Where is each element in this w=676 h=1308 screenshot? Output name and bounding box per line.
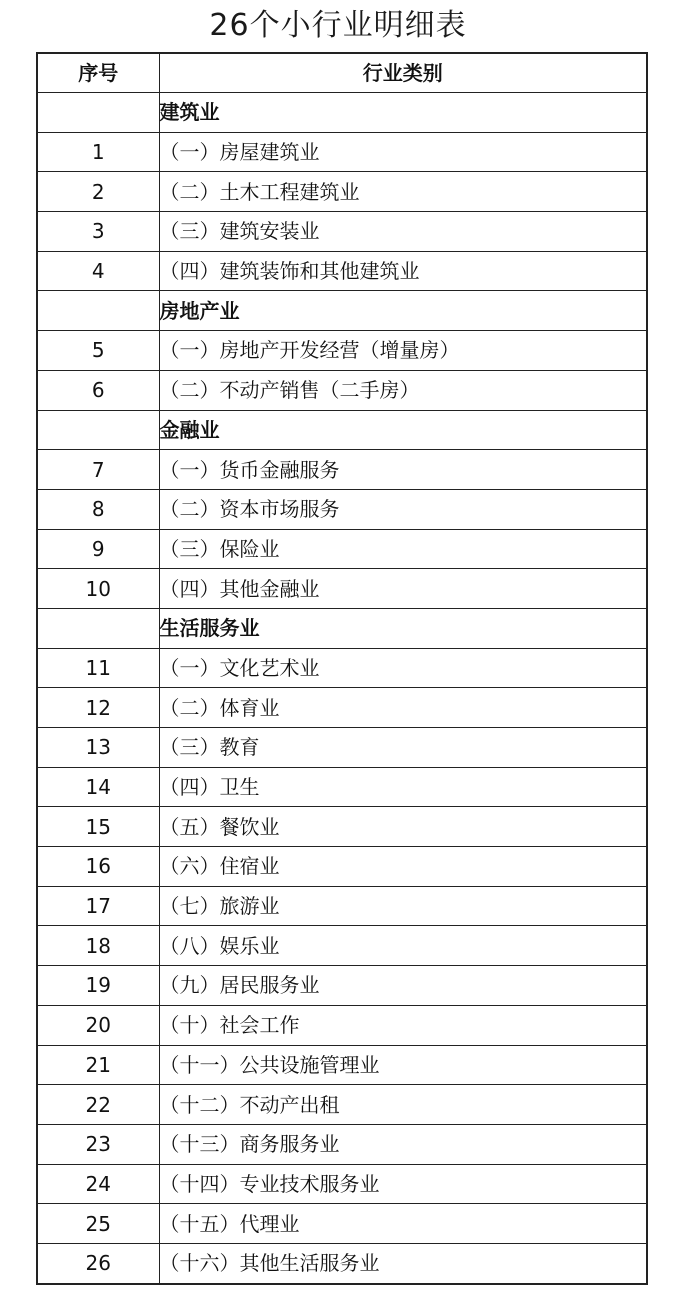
row-number: 15	[37, 807, 159, 847]
row-category: （二）资本市场服务	[159, 489, 647, 529]
row-category: （二）土木工程建筑业	[159, 172, 647, 212]
group-no-cell	[37, 93, 159, 133]
row-number: 12	[37, 688, 159, 728]
table-row	[37, 926, 647, 966]
row-category: （十一）公共设施管理业	[159, 1045, 647, 1085]
row-number: 20	[37, 1005, 159, 1045]
row-category: （二）不动产销售（二手房）	[159, 370, 647, 410]
group-heading: 生活服务业	[159, 608, 647, 648]
row-number: 14	[37, 767, 159, 807]
table-row	[37, 529, 647, 569]
group-heading: 金融业	[159, 410, 647, 450]
group-row	[37, 608, 647, 648]
row-number: 22	[37, 1085, 159, 1125]
row-number: 18	[37, 926, 159, 966]
row-category: （七）旅游业	[159, 886, 647, 926]
table-row	[37, 331, 647, 371]
group-heading: 房地产业	[159, 291, 647, 331]
table-row	[37, 886, 647, 926]
row-category: （三）建筑安装业	[159, 212, 647, 252]
group-row	[37, 93, 647, 133]
row-number: 3	[37, 212, 159, 252]
row-number: 4	[37, 251, 159, 291]
group-no-cell	[37, 410, 159, 450]
row-category: （十五）代理业	[159, 1204, 647, 1244]
row-number: 5	[37, 331, 159, 371]
table-row	[37, 450, 647, 490]
header-no: 序号	[37, 53, 159, 93]
row-number: 16	[37, 847, 159, 887]
row-category: （五）餐饮业	[159, 807, 647, 847]
row-category: （十四）专业技术服务业	[159, 1164, 647, 1204]
header-category: 行业类别	[159, 53, 647, 93]
group-heading: 建筑业	[159, 93, 647, 133]
table-row	[37, 1045, 647, 1085]
row-category: （三）教育	[159, 728, 647, 768]
group-row	[37, 291, 647, 331]
row-category: （十）社会工作	[159, 1005, 647, 1045]
row-number: 25	[37, 1204, 159, 1244]
table-row	[37, 807, 647, 847]
row-number: 6	[37, 370, 159, 410]
table-row	[37, 489, 647, 529]
row-category: （四）卫生	[159, 767, 647, 807]
row-number: 1	[37, 132, 159, 172]
table-row	[37, 569, 647, 609]
row-number: 8	[37, 489, 159, 529]
row-number: 9	[37, 529, 159, 569]
table-row	[37, 1124, 647, 1164]
industry-table	[36, 52, 648, 1285]
row-category: （四）其他金融业	[159, 569, 647, 609]
row-number: 24	[37, 1164, 159, 1204]
table-row	[37, 767, 647, 807]
row-category: （十六）其他生活服务业	[159, 1243, 647, 1283]
row-category: （四）建筑装饰和其他建筑业	[159, 251, 647, 291]
row-category: （三）保险业	[159, 529, 647, 569]
row-number: 23	[37, 1124, 159, 1164]
table-row	[37, 1005, 647, 1045]
row-category: （六）住宿业	[159, 847, 647, 887]
row-category: （二）体育业	[159, 688, 647, 728]
row-number: 21	[37, 1045, 159, 1085]
row-category: （九）居民服务业	[159, 966, 647, 1006]
row-category: （一）房屋建筑业	[159, 132, 647, 172]
row-category: （十三）商务服务业	[159, 1124, 647, 1164]
table-row	[37, 132, 647, 172]
row-number: 10	[37, 569, 159, 609]
page-title: 26个小行业明细表	[209, 8, 467, 43]
row-number: 11	[37, 648, 159, 688]
table-row	[37, 251, 647, 291]
row-number: 2	[37, 172, 159, 212]
table-row	[37, 212, 647, 252]
table-row	[37, 966, 647, 1006]
table-row	[37, 648, 647, 688]
row-number: 13	[37, 728, 159, 768]
table-row	[37, 688, 647, 728]
table-body	[37, 93, 647, 1284]
table-row	[37, 370, 647, 410]
table-header-row	[37, 53, 647, 93]
table-row	[37, 1085, 647, 1125]
row-number: 26	[37, 1243, 159, 1283]
group-row	[37, 410, 647, 450]
row-category: （一）货币金融服务	[159, 450, 647, 490]
row-number: 7	[37, 450, 159, 490]
table-row	[37, 1243, 647, 1283]
table-row	[37, 172, 647, 212]
table-row	[37, 728, 647, 768]
row-category: （一）文化艺术业	[159, 648, 647, 688]
row-number: 17	[37, 886, 159, 926]
row-category: （十二）不动产出租	[159, 1085, 647, 1125]
row-category: （八）娱乐业	[159, 926, 647, 966]
group-no-cell	[37, 608, 159, 648]
group-no-cell	[37, 291, 159, 331]
row-number: 19	[37, 966, 159, 1006]
table-row	[37, 1164, 647, 1204]
table-row	[37, 1204, 647, 1244]
row-category: （一）房地产开发经营（增量房）	[159, 331, 647, 371]
table-row	[37, 847, 647, 887]
